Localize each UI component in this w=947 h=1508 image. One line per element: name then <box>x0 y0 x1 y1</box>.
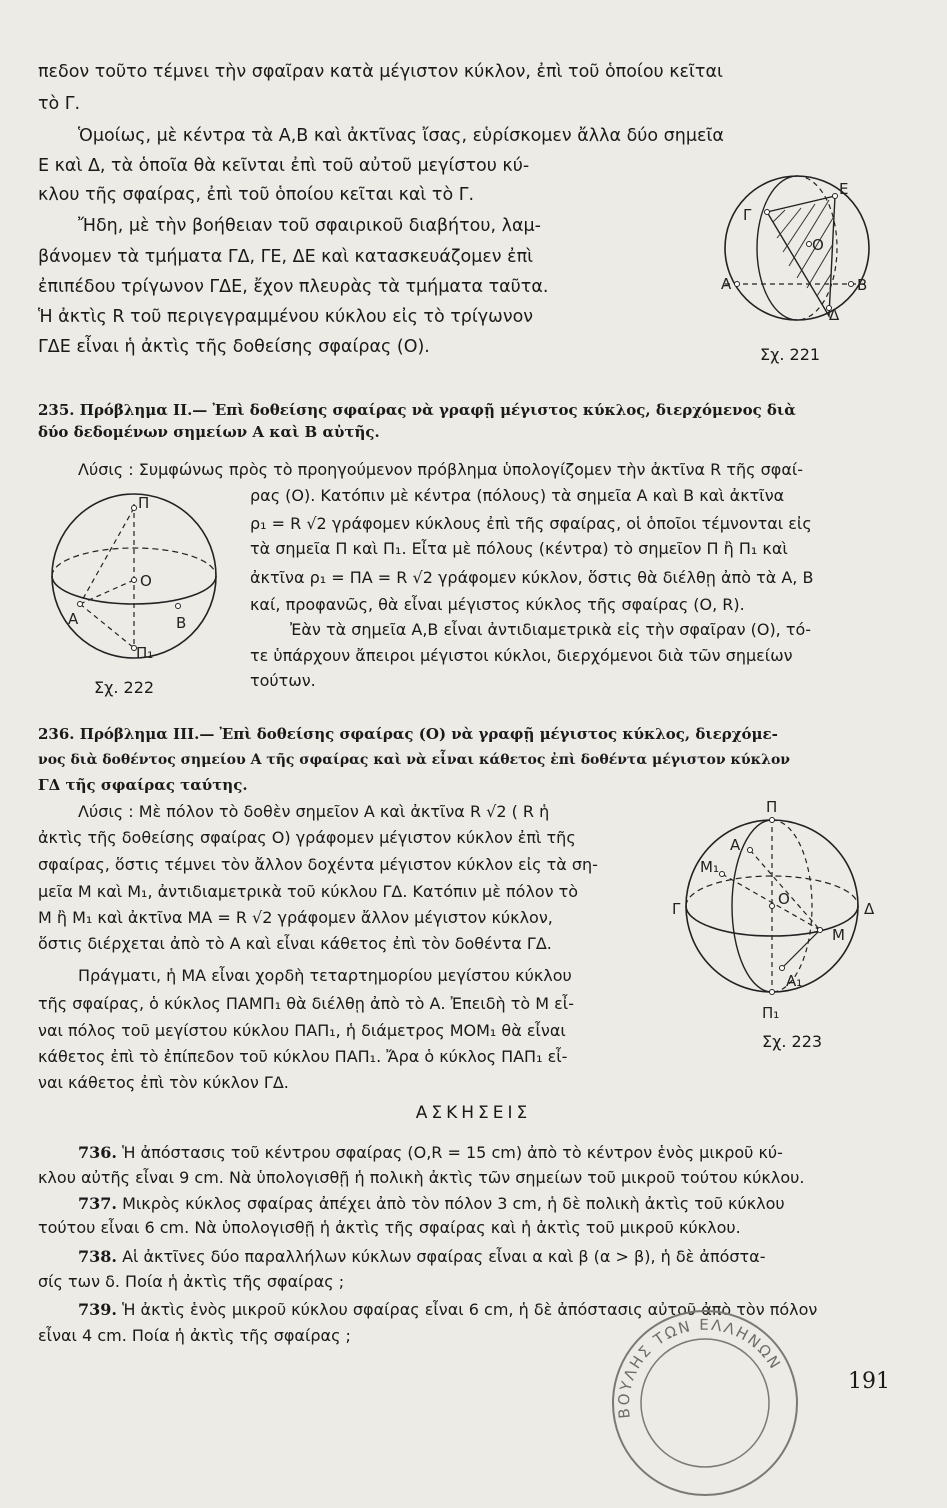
problem-number: 235. <box>38 401 75 419</box>
fig222-label: Π₁ <box>136 644 154 662</box>
problem-title <box>38 722 778 746</box>
text-line: βάνομεν τὰ τμήματα ΓΔ, ΓΕ, ΔΕ καὶ κατασκευάζομεν ἐπὶ <box>38 247 534 267</box>
fig222-label: Ο <box>140 572 152 590</box>
text-line: ἀκτὶς τῆς δοθείσης σφαίρας Ο) γράφομεν μέγιστον κύκλον ἐπὶ τῆς <box>38 828 576 847</box>
fig223-label: Μ <box>832 926 845 944</box>
exercise-line: εἶναι 4 cm. Ποία ἡ ἀκτὶς τῆς σφαίρας ; <box>38 1326 351 1345</box>
problem-number: 236. <box>38 725 75 743</box>
text-line: Πράγματι, ἡ ΜΑ εἶναι χορδὴ τεταρτημορίου μεγίστου κύκλου <box>78 966 572 985</box>
exercise-line <box>78 1141 783 1165</box>
fig221-label: Δ <box>829 306 840 324</box>
text-line: μεῖα Μ καὶ Μ₁, ἀντιδιαμετρικὰ τοῦ κύκλου ΓΔ. Κατόπιν μὲ πόλον τὸ <box>38 882 579 901</box>
fig223-label: Π₁ <box>762 1004 780 1022</box>
figure-221 <box>715 160 885 340</box>
text-line: Ε καὶ Δ, τὰ ὁποῖα θὰ κεῖνται ἐπὶ τοῦ αὐτοῦ μεγίστου κύ- <box>38 156 530 176</box>
fig223-label: Μ₁ <box>700 858 719 876</box>
text-line: ἀκτῖνα ρ₁ = ΠΑ = R √2 γράφομεν κύκλον, ὅστις θὰ διέλθῃ ἀπὸ τὰ Α, Β <box>250 568 814 587</box>
problem-title <box>38 398 796 422</box>
exercise-number: 737. <box>78 1194 117 1213</box>
text-line: Ἐὰν τὰ σημεῖα Α,Β εἶναι ἀντιδιαμετρικὰ εἰς τὴν σφαῖραν (Ο), τό- <box>290 620 812 639</box>
problem-title-line: ΓΔ τῆς σφαίρας ταύτης. <box>38 776 248 794</box>
figure-caption: Σχ. 222 <box>94 678 155 697</box>
fig221-label: Β <box>857 276 868 294</box>
exercise-line: σίς των δ. Ποία ἡ ἀκτὶς τῆς σφαίρας ; <box>38 1272 345 1291</box>
text-line: ναι κάθετος ἐπὶ τὸν κύκλον ΓΔ. <box>38 1073 289 1092</box>
exercise-line: κλου αὐτῆς εἶναι 9 cm. Νὰ ὑπολογισθῇ ἡ πολικὴ ἀκτὶς τῶν σημείων τοῦ μικροῦ τούτου κύκλου. <box>38 1168 805 1187</box>
text-line: Μ ἢ Μ₁ καὶ ἀκτῖνα ΜΑ = R √2 γράφομεν ἄλλον μέγιστον κύκλον, <box>38 908 553 927</box>
fig221-label: Α <box>721 275 732 293</box>
fig223-label: Π <box>766 798 778 816</box>
text-line: τὸ Γ. <box>38 94 81 114</box>
figure-222 <box>30 488 240 668</box>
fig222-label: Π <box>138 494 150 512</box>
figure-223 <box>670 790 900 1045</box>
text-line: καί, προφανῶς, θὰ εἶναι μέγιστος κύκλος τῆς σφαίρας (Ο, R). <box>250 595 745 614</box>
page-number: 191 <box>848 1369 890 1394</box>
text-line: σφαίρας, ὅστις τέμνει τὸν ἄλλον δοχέντα μέγιστον κύκλον εἰς τὰ ση- <box>38 855 598 874</box>
text-line: ἐπιπέδου τρίγωνον ΓΔΕ, ἔχον πλευρὰς τὰ τμήματα ταῦτα. <box>38 277 549 297</box>
text-line: τούτων. <box>250 671 316 690</box>
fig223-label: Γ <box>672 900 681 918</box>
text-line: Ἤδη, μὲ τὴν βοήθειαν τοῦ σφαιρικοῦ διαβήτου, λαμ- <box>78 216 541 236</box>
library-stamp <box>600 1298 810 1508</box>
figure-caption: Σχ. 221 <box>760 345 821 364</box>
text-line: Ἡ ἀκτὶς R τοῦ περιγεγραμμένου κύκλου εἰς τὸ τρίγωνον <box>38 307 534 327</box>
text-line: τὰ σημεῖα Π καὶ Π₁. Εἶτα μὲ πόλους (κέντρα) τὸ σημεῖον Π ἢ Π₁ καὶ <box>250 539 788 558</box>
text-line: τῆς σφαίρας, ὁ κύκλος ΠΑΜΠ₁ θὰ διέλθῃ ἀπὸ τὸ Α. Ἐπειδὴ τὸ Μ εἶ- <box>38 994 574 1013</box>
text-line: ΓΔΕ εἶναι ἡ ἀκτὶς τῆς δοθείσης σφαίρας (Ο). <box>38 337 430 357</box>
fig221-label: Γ <box>743 206 752 224</box>
fig222-label: Α <box>68 610 79 628</box>
stamp-text: ΒΟΥΛΗΣ ΤΩΝ ΕΛΛΗΝΩΝ <box>614 1315 785 1420</box>
text-line: πεδον τοῦτο τέμνει τὴν σφαῖραν κατὰ μέγιστον κύκλον, ἐπὶ τοῦ ὁποίου κεῖται <box>38 62 723 82</box>
fig223-label: Α₁ <box>786 972 803 990</box>
exercise-line: τούτου εἶναι 6 cm. Νὰ ὑπολογισθῇ ἡ ἀκτὶς τῆς σφαίρας καὶ ἡ ἀκτὶς τοῦ μικροῦ κύκλου. <box>38 1218 741 1237</box>
exercise-number: 736. <box>78 1143 117 1162</box>
exercise-line <box>78 1245 765 1269</box>
exercise-line <box>78 1192 785 1216</box>
fig223-label: Ο <box>778 890 790 908</box>
text-line: κάθετος ἐπὶ τὸ ἐπίπεδον τοῦ κύκλου ΠΑΠ₁. Ἄρα ὁ κύκλος ΠΑΠ₁ εἶ- <box>38 1047 568 1066</box>
text-line: ὅστις διέρχεται ἀπὸ τὸ Α καὶ εἶναι κάθετος ἐπὶ τὸν δοθέντα ΓΔ. <box>38 934 552 953</box>
text-line: ναι πόλος τοῦ μεγίστου κύκλου ΠΑΠ₁, ἡ διάμετρος ΜΟΜ₁ θὰ εἶναι <box>38 1021 566 1040</box>
figure-caption: Σχ. 223 <box>762 1032 823 1051</box>
fig221-label: Ε <box>839 180 849 198</box>
exercise-text: Ἡ ἀκτὶς ἑνὸς μικροῦ κύκλου σφαίρας εἶναι 6 cm, ἡ δὲ ἀπόστασις αὐτοῦ ἀπὸ τὸν πόλον <box>122 1300 818 1319</box>
text-line: ρ₁ = R √2 γράφομεν κύκλους ἐπὶ τῆς σφαίρας, οἱ ὁποῖοι τέμνονται εἰς <box>250 514 812 533</box>
problem-title-line: δύο δεδομένων σημείων Α καὶ Β αὐτῆς. <box>38 423 380 441</box>
exercise-number: 739. <box>78 1300 117 1319</box>
problem-title-text: Πρόβλημα ΙΙ.— Ἐπὶ δοθείσης σφαίρας νὰ γραφῇ μέγιστος κύκλος, διερχόμενος διὰ <box>79 401 796 419</box>
text-line: Ὁμοίως, μὲ κέντρα τὰ Α,Β καὶ ἀκτῖνας ἴσας, εὑρίσκομεν ἄλλα δύο σημεῖα <box>78 126 724 146</box>
problem-title-text: Πρόβλημα ΙΙΙ.— Ἐπὶ δοθείσης σφαίρας (Ο) νὰ γραφῇ μέγιστος κύκλος, διερχόμε- <box>79 725 778 743</box>
problem-title-line: νος διὰ δοθέντος σημείου Α τῆς σφαίρας καὶ νὰ εἶναι κάθετος ἐπὶ δοθέντα μέγιστον κύκλον <box>38 752 791 768</box>
text-line: κλου τῆς σφαίρας, ἐπὶ τοῦ ὁποίου κεῖται καὶ τὸ Γ. <box>38 185 475 205</box>
exercise-text: Αἱ ἀκτῖνες δύο παραλλήλων κύκλων σφαίρας εἶναι α καὶ β (α > β), ἡ δὲ ἀπόστα- <box>122 1247 766 1266</box>
exercise-text: Ἡ ἀπόστασις τοῦ κέντρου σφαίρας (O,R = 15 cm) ἀπὸ τὸ κέντρον ἑνὸς μικροῦ κύ- <box>122 1143 783 1162</box>
exercises-heading: ΑΣΚΗΣΕΙΣ <box>415 1103 532 1123</box>
fig221-label: Ο <box>812 236 824 254</box>
text-line: τε ὑπάρχουν ἄπειροι μέγιστοι κύκλοι, διερχόμενοι διὰ τῶν σημείων <box>250 646 793 665</box>
fig223-label: Δ <box>864 900 875 918</box>
text-line: Λύσις : Συμφώνως πρὸς τὸ προηγούμενον πρόβλημα ὑπολογίζομεν τὴν ἀκτῖνα R τῆς σφαί- <box>78 460 804 479</box>
exercise-text: Μικρὸς κύκλος σφαίρας ἀπέχει ἀπὸ τὸν πόλον 3 cm, ἡ δὲ πολικὴ ἀκτὶς τοῦ κύκλου <box>122 1194 785 1213</box>
text-line: Λύσις : Μὲ πόλον τὸ δοθὲν σημεῖον Α καὶ ἀκτῖνα R √2 ( R ἡ <box>78 802 550 821</box>
text-line: ρας (Ο). Κατόπιν μὲ κέντρα (πόλους) τὰ σημεῖα Α καὶ Β καὶ ἀκτῖνα <box>250 486 785 505</box>
exercise-number: 738. <box>78 1247 117 1266</box>
fig223-label: Α <box>730 836 741 854</box>
fig222-label: Β <box>176 614 187 632</box>
